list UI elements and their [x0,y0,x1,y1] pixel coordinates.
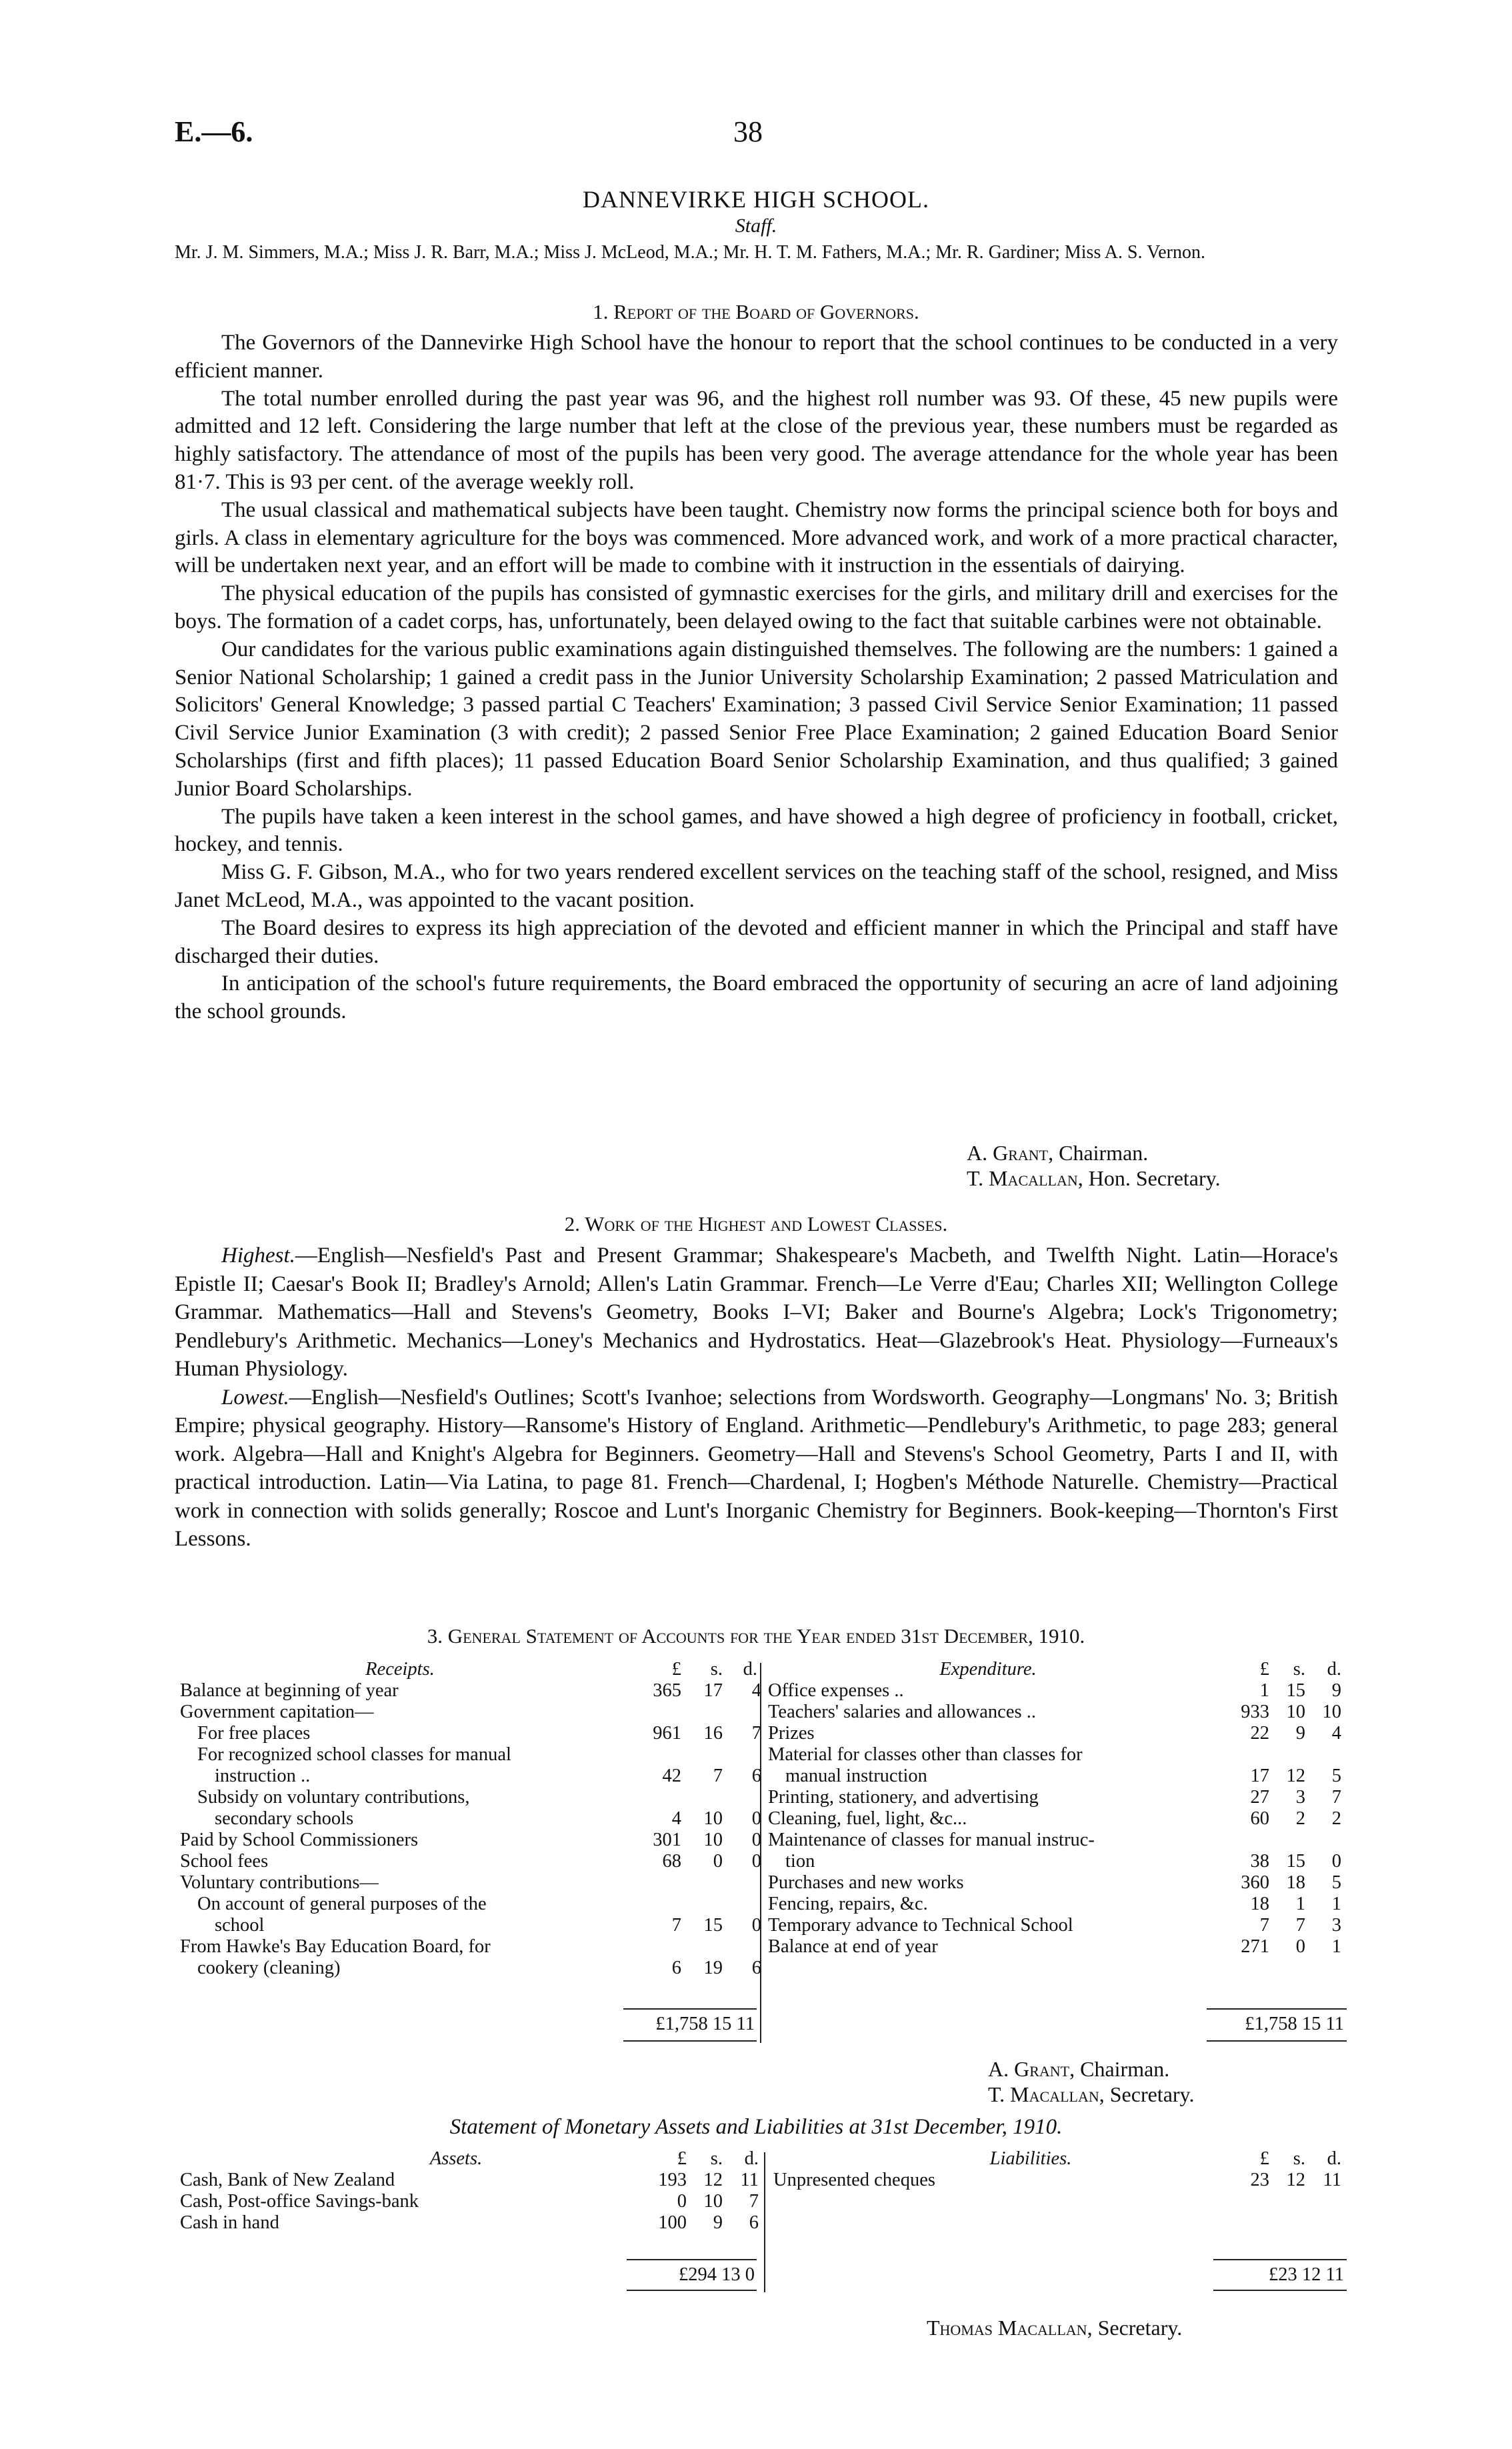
work-heading: 2. Work of the Highest and Lowest Classes. [564,1212,948,1236]
page-title: DANNEVIRKE HIGH SCHOOL. [583,186,929,213]
report-paragraph: The Board desires to express its high appreciation of the devoted and efficient manner in which the Principal and staff have discharged their duties. [175,915,1338,968]
secretary-name: Thomas Macallan [927,2316,1087,2340]
report-body [175,329,1338,1026]
pence-cell: 7 [751,1723,761,1744]
page-number: 38 [733,115,763,148]
account-row-label: Voluntary contributions— [180,1872,379,1893]
receipts-total-underline [623,2040,757,2042]
shillings-cell: 0 [1295,1936,1305,1957]
report-paragraph: The total number enrolled during the past year was 96, and the highest roll number was 93. Of these, 45 new pupils were admitted and 12 left. Considering the large number that left at the close of the previous year, these numbers must be regarded as highly satisfactory. The attendance of most of the pupils has been very good. The average attendance for the whole year has been 81·7. This is 93 per cent. of the average weekly roll. [175,386,1338,494]
receipts-total-pounds: £1,758 [655,2014,708,2034]
expenditure-total-shillings: 15 [1301,2014,1321,2034]
account-row-label: Cash, Post-office Savings-bank [180,2191,419,2212]
account-row-label: Balance at end of year [768,1936,938,1957]
pounds-cell: 7 [1259,1915,1269,1936]
pounds-cell: 7 [671,1915,681,1936]
pence-cell [723,1894,761,1915]
receipts-total-pence: 11 [736,2014,755,2034]
expenditure-total-pence: 11 [1325,2014,1344,2034]
pounds-cell: 68 [662,1851,681,1872]
account-row-label: Printing, stationery, and advertising [768,1787,1039,1808]
shillings-cell: 2 [1295,1808,1305,1829]
pence-cell [723,1702,761,1723]
accounts-heading: 3. General Statement of Accounts for the Year ended 31st December, 1910. [427,1624,1085,1648]
pounds-cell: 0 [677,2191,687,2212]
pounds-cell: 301 [653,1830,681,1850]
shillings-cell: 18 [1286,1872,1305,1893]
shillings-cell: 10 [703,2191,723,2212]
pence-cell: 7 [749,2191,759,2212]
account-row-label: For free places [197,1723,311,1744]
shillings-cell: 9 [713,2212,723,2233]
pence-cell: 6 [751,1958,761,1978]
liabilities-total-rule [1213,2259,1347,2260]
account-row-label: Office expenses .. [768,1680,904,1701]
pence-cell [723,1787,761,1808]
pence-header: d. [1327,1659,1341,1680]
pounds-cell: 1 [1259,1680,1269,1701]
chair-title: , Chairman. [1048,1141,1149,1165]
receipts-total [620,2014,755,2035]
staff-label: Staff. [735,215,777,237]
account-row-label: Prizes [768,1723,815,1744]
account-row [180,1936,761,1958]
pence-cell: 9 [1331,1680,1341,1701]
assets-total-shillings: 13 [721,2264,741,2285]
document-reference: E.—6. [175,115,253,148]
shillings-cell: 1 [1295,1894,1305,1914]
pounds-cell: 100 [658,2212,687,2233]
account-row [180,2212,759,2234]
secretary-title: , Secretary. [1087,2316,1183,2340]
report-paragraph: In anticipation of the school's future requirements, the Board embraced the opportunity of securing an acre of land adjoining the school grounds. [175,971,1338,1024]
report-signature [967,1140,1221,1191]
pounds-header: £ [1259,2148,1269,2169]
shillings-cell: 10 [703,1830,723,1850]
shillings-cell: 7 [1295,1915,1305,1936]
shillings-cell: 0 [713,1851,723,1872]
shillings-cell: 3 [1295,1787,1305,1808]
chair-name: A. Grant [988,2057,1070,2081]
pence-cell: 1 [1331,1936,1341,1957]
shillings-header: s. [710,2148,723,2169]
liabilities-total-pounds: £23 [1269,2264,1297,2285]
pence-cell: 4 [751,1680,761,1701]
chair-name: A. Grant [967,1141,1049,1165]
report-paragraph: The usual classical and mathematical subjects have been taught. Chemistry now forms the principal science both for boys and girls. A class in elementary agriculture for the boys was commenced. More advanced work, and work of a more practical character, will be undertaken next year, and an effort will be made to combine with it instruction in the essentials of dairying. [175,497,1338,578]
pence-cell: 6 [749,2212,759,2233]
pounds-cell [620,1702,681,1723]
account-row-label: Cleaning, fuel, light, &c... [768,1808,967,1829]
pence-cell [723,1744,761,1766]
assets-table [180,2148,759,2234]
expenditure-total-rule [1207,2008,1347,2010]
pounds-cell [620,1787,681,1808]
pence-cell: 0 [751,1830,761,1850]
account-row-label: Fencing, repairs, &c. [768,1894,928,1914]
shillings-cell: 15 [1286,1680,1305,1701]
pence-header: d. [743,1659,757,1680]
account-row-label: Purchases and new works [768,1872,964,1893]
account-row-label: Government capitation— [180,1702,374,1722]
shillings-cell: 19 [703,1958,723,1978]
highest-classes-paragraph [175,1242,1338,1384]
shillings-cell [681,1936,723,1958]
highest-text: —English—Nesfield's Past and Present Grammar; Shakespeare's Macbeth, and Twelfth Night. Latin—Horace's Epistle II; Caesar's Book II; Bradley's Arnold; Allen's Latin Grammar. French—Le Verre d'Eau; Charles XII; Wellington College Grammar. Mathematics—Hall and Stevens's Geometry, Books I–VI; Baker and Bourne's Algebra; Lock's Trigonometry; Pendlebury's Arithmetic. Mechanics—Loney's Mechanics and Hydrostatics. Heat—Glazebrook's Heat. Physiology—Furneaux's Human Physiology. [175,1244,1338,1381]
account-row [180,1680,761,1702]
account-row [180,1744,761,1766]
pounds-cell [620,1872,681,1894]
account-row-label: cookery (cleaning) [197,1958,341,1978]
account-row-label: On account of general purposes of the [197,1894,487,1914]
account-row-label: Teachers' salaries and allowances .. [768,1702,1036,1722]
account-row [180,1958,761,1979]
pence-cell: 2 [1331,1808,1341,1829]
report-paragraph: Miss G. F. Gibson, M.A., who for two years rendered excellent services on the teaching staff of the school, resigned, and Miss Janet McLeod, M.A., was appointed to the vacant position. [175,860,1338,912]
expenditure-label: Expenditure. [939,1659,1037,1680]
account-row-label: school [215,1915,265,1936]
shillings-cell: 12 [1286,1766,1305,1786]
account-row [180,2191,759,2212]
pence-cell: 11 [1323,2170,1341,2190]
pounds-cell: 6 [671,1958,681,1978]
account-row-label: For recognized school classes for manual [197,1744,511,1765]
account-row [180,2170,759,2191]
account-row [768,1830,1341,1851]
secretary-title: , Secretary. [1099,2082,1195,2106]
pounds-cell: 27 [1250,1787,1269,1808]
account-row [180,1702,761,1723]
shillings-cell: 10 [1286,1702,1305,1722]
account-row [180,1787,761,1808]
receipts-label: Receipts. [365,1659,435,1680]
account-row-label: Paid by School Commissioners [180,1830,419,1850]
receipts-table [180,1659,761,1979]
pounds-cell: 193 [658,2170,687,2190]
pounds-cell [620,1936,681,1958]
secretary-name: T. Macallan [967,1166,1078,1190]
assets-total-rule [627,2259,757,2260]
accounts-signature [988,2056,1194,2107]
pence-cell: 7 [1331,1787,1341,1808]
pence-cell: 4 [1331,1723,1341,1744]
shillings-cell: 10 [703,1808,723,1829]
account-row [180,1894,761,1915]
assets-total-underline [627,2290,757,2291]
account-row [768,1680,1341,1702]
assets-total [620,2264,755,2286]
expenditure-total-underline [1207,2040,1347,2042]
liabilities-table [773,2148,1341,2191]
account-row [768,1702,1341,1723]
pounds-cell: 22 [1250,1723,1269,1744]
report-heading: 1. Report of the Board of Governors. [593,300,919,323]
column-divider [760,1663,761,2043]
account-row [180,1915,761,1936]
account-row-label: Cash in hand [180,2212,279,2233]
shillings-cell [681,1702,723,1723]
account-row-label: Maintenance of classes for manual instruc- [768,1830,1095,1850]
expenditure-total [1207,2014,1344,2035]
account-row [768,1744,1341,1766]
pence-cell: 0 [751,1808,761,1829]
pounds-cell: 23 [1250,2170,1269,2190]
highest-label: Highest. [221,1244,295,1268]
shillings-header: s. [1293,2148,1305,2169]
pounds-cell: 18 [1250,1894,1269,1914]
assets-total-pence: 0 [745,2264,755,2285]
shillings-cell [681,1872,723,1894]
liabilities-total-underline [1213,2290,1347,2291]
account-row [768,1766,1341,1787]
liabilities-label: Liabilities. [989,2148,1072,2169]
pence-cell: 10 [1322,1702,1341,1722]
account-row [180,1872,761,1894]
assets-heading: Statement of Monetary Assets and Liabilities at 31st December, 1910. [449,2115,1063,2139]
pounds-cell [1208,1744,1269,1766]
report-paragraph: The physical education of the pupils has consisted of gymnastic exercises for the girls, and military drill and exercises for the boys. The formation of a cadet corps, has, unfortunately, been delayed owing to the fact that suitable carbines were not obtainable. [175,581,1338,633]
pence-cell: 1 [1331,1894,1341,1914]
shillings-cell [681,1894,723,1915]
pence-cell: 0 [1331,1851,1341,1872]
pounds-cell: 271 [1241,1936,1269,1957]
pence-header: d. [744,2148,759,2169]
account-row [768,1872,1341,1894]
account-row-label: Balance at beginning of year [180,1680,399,1701]
account-row-label: Material for classes other than classes for [768,1744,1083,1765]
pence-cell: 0 [751,1851,761,1872]
secretary-title: , Hon. Secretary. [1077,1166,1221,1190]
account-row-label: Cash, Bank of New Zealand [180,2170,395,2190]
account-row [180,1723,761,1744]
account-row [768,1894,1341,1915]
account-row [180,1830,761,1851]
shillings-cell: 17 [703,1680,723,1701]
pounds-header: £ [671,1659,681,1680]
pounds-cell: 17 [1250,1766,1269,1786]
pence-cell [1305,1744,1341,1766]
shillings-cell [1269,1830,1305,1851]
account-row [773,2170,1341,2191]
pounds-cell [620,1744,681,1766]
shillings-header: s. [1293,1659,1305,1680]
liabilities-total-shillings: 12 [1301,2264,1321,2285]
account-row-label: instruction .. [215,1766,311,1786]
shillings-cell [1269,1744,1305,1766]
pence-cell [1305,1830,1341,1851]
pence-cell: 3 [1331,1915,1341,1936]
shillings-header: s. [710,1659,723,1680]
pounds-cell [1208,1830,1269,1851]
pounds-header: £ [677,2148,687,2169]
assets-signature [927,2315,1182,2340]
account-row-label: tion [785,1851,815,1872]
work-body [175,1242,1338,1554]
assets-label: Assets. [429,2148,483,2169]
shillings-cell: 7 [713,1766,723,1786]
account-row-label: secondary schools [215,1808,354,1829]
expenditure-table [768,1659,1341,1958]
account-row-label: School fees [180,1851,269,1872]
account-row [768,1723,1341,1744]
account-row-label: Unpresented cheques [773,2170,935,2190]
account-row-label: Subsidy on voluntary contributions, [197,1787,470,1808]
lowest-classes-paragraph [175,1384,1338,1554]
account-row [768,1787,1341,1808]
account-row [768,1915,1341,1936]
shillings-cell: 15 [1286,1851,1305,1872]
assets-column-divider [764,2152,765,2292]
pounds-cell [620,1894,681,1915]
account-row-label: manual instruction [785,1766,927,1786]
pounds-cell: 360 [1241,1872,1269,1893]
receipts-total-rule [623,2008,757,2010]
account-row [768,1851,1341,1872]
receipts-total-shillings: 15 [712,2014,732,2034]
account-row [180,1766,761,1787]
pounds-cell: 365 [653,1680,681,1701]
pounds-cell: 38 [1250,1851,1269,1872]
pounds-cell: 60 [1250,1808,1269,1829]
pence-cell: 5 [1331,1766,1341,1786]
shillings-cell [681,1787,723,1808]
liabilities-total [1207,2264,1344,2286]
account-row [768,1936,1341,1958]
liabilities-total-pence: 11 [1325,2264,1344,2285]
pence-cell: 11 [740,2170,759,2190]
account-row [180,1851,761,1872]
assets-total-pounds: £294 [679,2264,717,2285]
chair-title: , Chairman. [1069,2057,1170,2081]
lowest-text: —English—Nesfield's Outlines; Scott's Ivanhoe; selections from Wordsworth. Geography—Longmans' No. 3; British Empire; physical geography. History—Ransome's History of England. Arithmetic—Pendlebury's Arithmetic, to page 283; general work. Algebra—Hall and Knight's Algebra for Beginners. Geometry—Hall and Stevens's School Geometry, Parts I and II, with practical introduction. Latin—Via Latina, to page 81. French—Chardenal, I; Hogben's Méthode Naturelle. Chemistry—Practical work in connection with solids generally; Roscoe and Lunt's Inorganic Chemistry for Beginners. Book-keeping—Thornton's First Lessons. [175,1385,1338,1551]
pounds-cell: 933 [1241,1702,1269,1722]
account-row [768,1808,1341,1830]
staff-list: Mr. J. M. Simmers, M.A.; Miss J. R. Barr, M.A.; Miss J. McLeod, M.A.; Mr. H. T. M. Fathers, M.A.; Mr. R. Gardiner; Miss A. S. Vernon. [175,242,1205,263]
shillings-cell: 15 [703,1915,723,1936]
secretary-name: T. Macallan [988,2082,1099,2106]
report-paragraph: Our candidates for the various public examinations again distinguished themselves. The following are the numbers: 1 gained a Senior National Scholarship; 1 gained a credit pass in the Junior University Scholarship Examination; 2 passed Matriculation and Solicitors' General Knowledge; 3 passed partial C Teachers' Examination; 3 passed Civil Service Senior Examination; 11 passed Civil Service Junior Examination (3 with credit); 2 passed Senior Free Place Examination; 2 gained Education Board Senior Scholarships (first and fifth places); 11 passed Education Board Senior Scholarship Examination, and thus qualified; 3 gained Junior Board Scholarships. [175,637,1338,801]
pence-cell [723,1936,761,1958]
shillings-cell [681,1744,723,1766]
pence-cell: 0 [751,1915,761,1936]
account-row-label: Temporary advance to Technical School [768,1915,1073,1936]
report-paragraph: The Governors of the Dannevirke High School have the honour to report that the school continues to be conducted in a very efficient manner. [175,331,1338,383]
shillings-cell: 9 [1295,1723,1305,1744]
pence-header: d. [1327,2148,1341,2169]
pence-cell [723,1872,761,1894]
shillings-cell: 12 [703,2170,723,2190]
pounds-header: £ [1259,1659,1269,1680]
report-paragraph: The pupils have taken a keen interest in the school games, and have showed a high degree of proficiency in football, cricket, hockey, and tennis. [175,804,1338,857]
account-row-label: From Hawke's Bay Education Board, for [180,1936,491,1957]
pence-cell: 6 [751,1766,761,1786]
pounds-cell: 961 [653,1723,681,1744]
account-row [180,1808,761,1830]
shillings-cell: 12 [1286,2170,1305,2190]
pence-cell: 5 [1331,1872,1341,1893]
shillings-cell: 16 [703,1723,723,1744]
lowest-label: Lowest. [221,1385,289,1410]
pounds-cell: 42 [662,1766,681,1786]
pounds-cell: 4 [671,1808,681,1829]
expenditure-total-pounds: £1,758 [1245,2014,1297,2034]
